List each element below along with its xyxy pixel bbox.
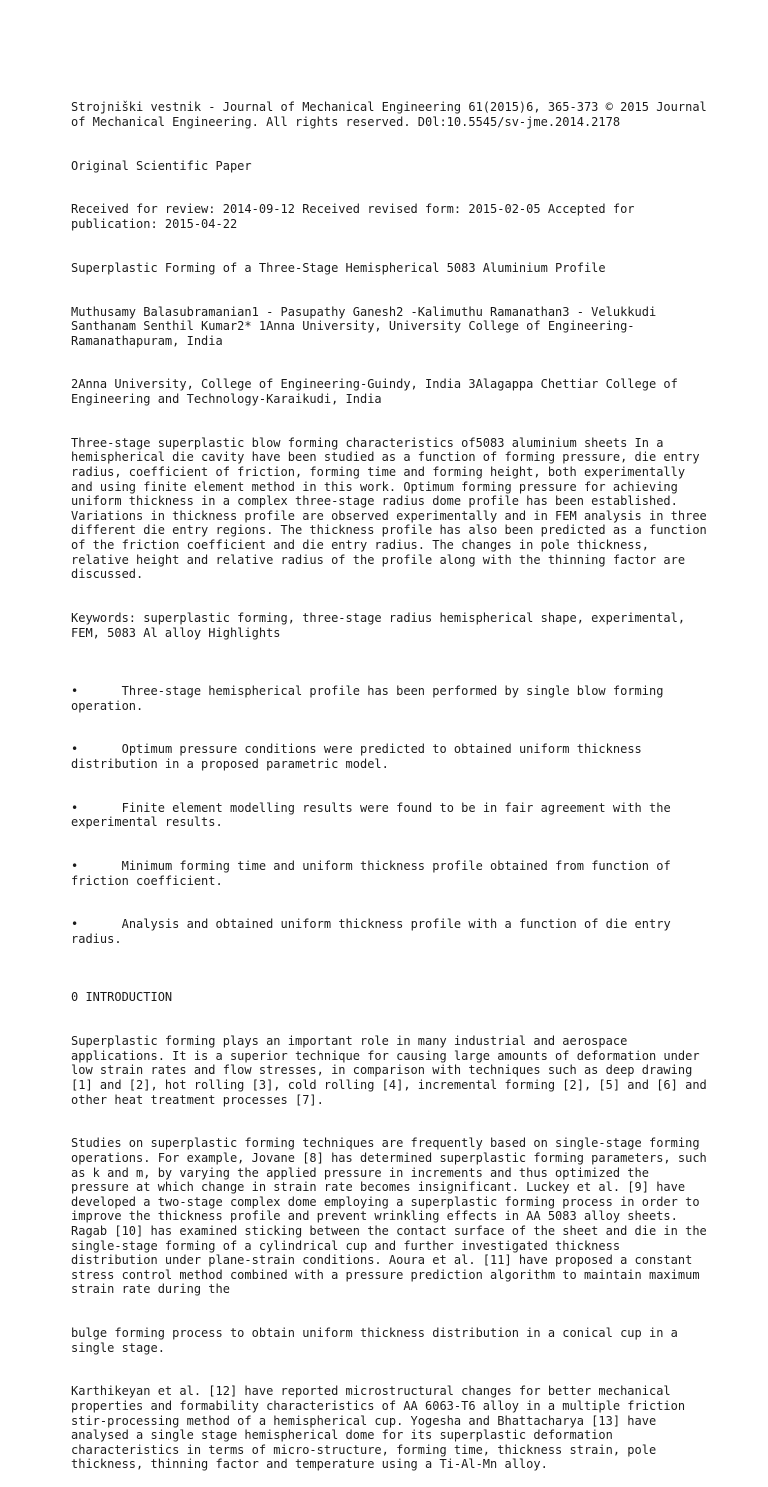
highlight-text-2: Optimum pressure conditions were predicted to obtained uniform thickness distribution in a proposed parametric model.	[71, 742, 649, 771]
highlight-text-3: Finite element modelling results were found to be in fair agreement with the experimental results.	[71, 800, 678, 830]
authors: Muthusamy Balasubramanian1 - Pasupathy Ganesh2 -Kalimuthu Ramanathan3 - Velukkudi Santhanam Senthil Kumar2* 1Anna University, University College of Engineering-Ramanathapuram, India	[71, 304, 664, 348]
highlight-item	[71, 917, 711, 946]
highlight-item	[71, 742, 711, 771]
abstract: Three-stage superplastic blow forming characteristics of5083 aluminium sheets In a hemispherical die cavity have been studied as a function of forming pressure, die entry radius, coefficient of friction, forming time and forming height, both experimentally and using finite element method in this work. Optimum forming pressure for achieving uniform thickness in a complex three-stage radius dome profile has been established. Variations in thickness profile are observed experimentally and in FEM analysis in three different die entry regions. The thickness profile has also been predicted as a function of the friction coefficient and die entry radius. The changes in pole thickness, relative height and relative radius of the profile along with the thinning factor are discussed.	[71, 435, 714, 582]
intro-paragraph-3: Karthikeyan et al. [12] have reported microstructural changes for better mechanical properties and formability characteristics of AA 6063-T6 alloy in a multiple friction stir-processing method of a hemispherical cup. Yogesha and Bhattacharya [13] have analysed a single stage hemispherical dome for its superplastic deformation characteristics in terms of micro-structure, forming time, thickness strain, pole thickness, thinning factor and temperature using a Ti-Al-Mn alloy.	[71, 1384, 693, 1472]
highlight-text	[71, 684, 671, 713]
section-heading-introduction: 0 INTRODUCTION	[71, 990, 173, 1005]
highlight-text-1: Three-stage hemispherical profile has been performed by single blow forming operation.	[71, 683, 671, 713]
bullet-icon: •	[71, 683, 79, 698]
highlight-text	[71, 801, 678, 830]
journal-header: Strojniški vestnik - Journal of Mechanical Engineering 61(2015)6, 365-373 © 2015 Journal of Mechanical Engineering. All rights reserved. D0l:10.5545/sv-jme.2014.2178	[71, 100, 714, 129]
affiliations: 2Anna University, College of Engineering-Guindy, India 3Alagappa Chettiar College of Engineering and Technology-Karaikudi, India	[71, 377, 686, 407]
highlight-text	[71, 859, 678, 888]
paper-title: Superplastic Forming of a Three-Stage Hemispherical 5083 Aluminium Profile	[71, 260, 606, 275]
intro-paragraph-2: Studies on superplastic forming techniques are frequently based on single-stage forming operations. For example, Jovane [8] has determined superplastic forming parameters, such as k and m, by varying the applied pressure in increments and thus optimized the pressure at which change in strain rate becomes insignificant. Luckey et al. [9] have developed a two-stage complex dome employing a superplastic forming process in order to improve the thickness profile and prevent wrinkling effects in AA 5083 alloy sheets. Ragab [10] has examined sticking between the contact surface of the sheet and die in the single-stage forming of a cylindrical cup and further investigated thickness distribution under plane-strain conditions. Aoura et al. [11] have proposed a constant stress control method combined with a pressure prediction algorithm to maintain maximum strain rate during the	[71, 1136, 714, 1297]
highlight-item	[71, 859, 711, 888]
bullet-icon: •	[71, 917, 79, 932]
keywords: Keywords: superplastic forming, three-stage radius hemispherical shape, experimental, FEM, 5083 Al alloy Highlights	[71, 610, 693, 640]
document-page	[71, 71, 714, 1487]
intro-paragraph-1: Superplastic forming plays an important role in many industrial and aerospace applications. It is a superior technique for causing large amounts of deformation under low strain rates and flow stresses, in comparison with techniques such as deep drawing [1] and [2], hot rolling [3], cold rolling [4], incremental forming [2], [5] and [6] and other heat treatment processes [7].	[71, 1034, 714, 1107]
bullet-icon: •	[71, 742, 79, 757]
highlight-item	[71, 801, 711, 830]
highlight-text	[71, 917, 678, 946]
highlight-text-5: Analysis and obtained uniform thickness profile with a function of die entry radius.	[71, 917, 678, 947]
highlight-text-4: Minimum forming time and uniform thickness profile obtained from function of friction coefficient.	[71, 859, 678, 888]
highlight-text	[71, 742, 649, 771]
review-dates: Received for review: 2014-09-12 Received revised form: 2015-02-05 Accepted for publication: 2015-04-22	[71, 202, 642, 231]
highlight-item	[71, 684, 711, 713]
paper-type: Original Scientific Paper	[71, 158, 252, 173]
bullet-icon: •	[71, 859, 79, 874]
bullet-icon: •	[71, 800, 79, 815]
intro-paragraph-2-continued: bulge forming process to obtain uniform thickness distribution in a conical cup in a single stage.	[71, 1326, 686, 1355]
